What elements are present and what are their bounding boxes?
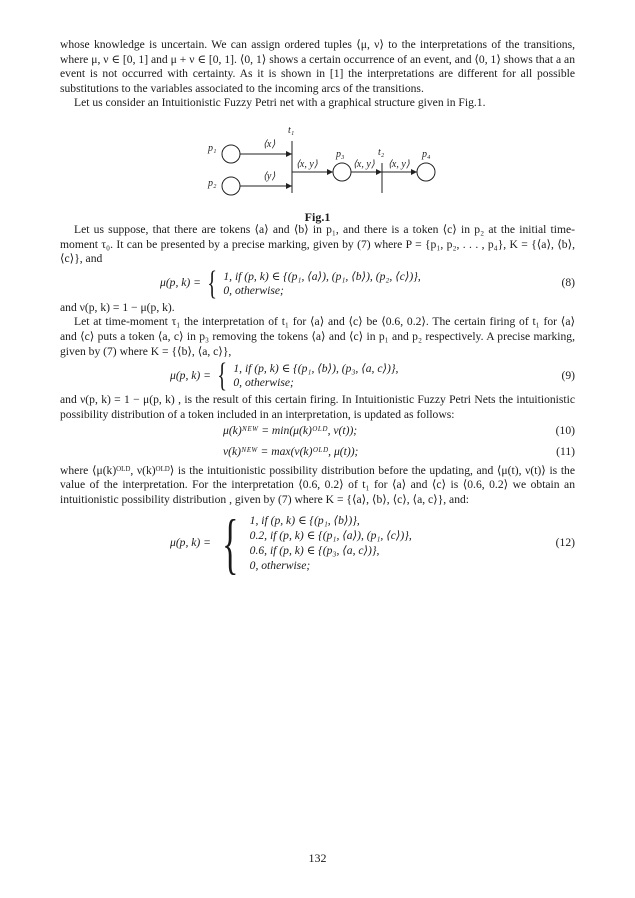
figure-caption: Fig.1: [304, 209, 331, 224]
equation-number-12: (12): [555, 535, 575, 549]
place-p3: [333, 163, 351, 181]
label-t2: t₂: [378, 146, 385, 158]
page-number: 132: [308, 851, 327, 865]
paragraph-1: whose knowledge is uncertain. We can assign ordered tuples ⟨μ, ν⟩ to the interpretations of the transitions, where μ, ν ∈ [0, 1] and μ + ν ∈ [0, 1]. ⟨0, 1⟩ shows a certain occurrence of an event, and ⟨0, 1⟩ shows that a an event is not occurred with certainty. As it is shown in [1] the interpretations are different for all possible substitutions to the variables associated to the incoming arcs of the transitions.: [60, 38, 575, 95]
place-p2: [222, 177, 240, 195]
petri-net-diagram: [60, 111, 575, 201]
label-arc-y: ⟨y⟩: [263, 170, 276, 182]
paragraph-2: Let us consider an Intuitionistic Fuzzy Petri net with a graphical structure given in Fig.1.: [74, 96, 486, 110]
paragraph-6: and ν(p, k) = 1 − μ(p, k) , is the result of this certain firing. In Intuitionistic Fuzzy Petri Nets the intuitionistic possibility distribution of a token included in an interpretation, is updated as follows:: [60, 393, 575, 421]
equation-11: ν(k)ᴺᴱᵂ = max(ν(k)ᴼᴸᴰ, μ(t)); (11): [223, 444, 575, 458]
paragraph-4: and ν(p, k) = 1 − μ(p, k).: [60, 300, 175, 314]
label-arc-xy-3: ⟨x, y⟩: [388, 158, 410, 170]
label-p2: p₂: [208, 177, 217, 189]
equation-number-9: (9): [561, 368, 575, 382]
paragraph-3: Let us suppose, that there are tokens ⟨a⟩ and ⟨b⟩ in p₁, and there is a token ⟨c⟩ in p₂ at the initial time-moment τ₀. It can be presented by a precise marking, given by (7) where P = {p₁, p₂, . . . , p₄}, K = {⟨a⟩, ⟨b⟩, ⟨c⟩}, and: [60, 222, 575, 266]
label-p4: p₄: [422, 148, 431, 160]
equation-number-10: (10): [555, 424, 575, 438]
label-p1: p₁: [208, 142, 217, 154]
equation-12: μ(p, k) = { 1, if (p, k) ∈ {(p₁, ⟨b⟩)}, 0.2, if (p, k) ∈ {(p₁, ⟨a⟩), (p₁, ⟨c⟩)}, 0.6, if (p, k) ∈ {(p₃, ⟨a, c⟩)}, 0, otherwise; (12): [170, 505, 575, 582]
place-p4: [417, 163, 435, 181]
place-p1: [222, 145, 240, 163]
label-arc-xy-1: ⟨x, y⟩: [296, 158, 318, 170]
equation-8: μ(p, k) = { 1, if (p, k) ∈ {(p₁, ⟨a⟩), (p₁, ⟨b⟩), (p₂, ⟨c⟩)}, 0, otherwise; (8): [160, 264, 575, 302]
equation-number-8: (8): [561, 276, 575, 290]
paragraph-7: where ⟨μ(k)ᴼᴸᴰ, ν(k)ᴼᴸᴰ⟩ is the intuitionistic possibility distribution before the updating, and ⟨μ(t), ν(t)⟩ is the value of the interpretation. For the interpretation ⟨0.6, 0.2⟩ of t₁ for ⟨a⟩ and ⟨c⟩ is ⟨0.6, 0.2⟩ we obtain an intuitionistic possibility distribution , given by (7) where K = {⟨a⟩, ⟨b⟩, ⟨c⟩, ⟨a, c⟩}, and:: [60, 463, 575, 506]
label-t1: t₁: [288, 124, 295, 136]
figure-1: [60, 111, 575, 224]
equation-9: μ(p, k) = { 1, if (p, k) ∈ {(p₁, ⟨b⟩), (p₃, ⟨a, c⟩)}, 0, otherwise; (9): [170, 357, 575, 395]
page-body: [60, 38, 575, 582]
label-arc-x: ⟨x⟩: [263, 138, 276, 150]
label-p3: p₃: [336, 148, 345, 160]
equation-number-11: (11): [556, 444, 575, 458]
paragraph-5: Let at time-moment τ₁ the interpretation of t₁ for ⟨a⟩ and ⟨c⟩ be ⟨0.6, 0.2⟩. The certain firing of t₁ for ⟨a⟩ and ⟨c⟩ puts a token ⟨a, c⟩ in p₃ removing the tokens ⟨a⟩ and ⟨c⟩ in p₁ and p₂ respectively. A precise marking, given by (7) where K = {⟨b⟩, ⟨a, c⟩},: [60, 315, 575, 358]
equation-10: μ(k)ᴺᴱᵂ = min(μ(k)ᴼᴸᴰ, ν(t)); (10): [223, 424, 575, 438]
label-arc-xy-2: ⟨x, y⟩: [353, 158, 375, 170]
